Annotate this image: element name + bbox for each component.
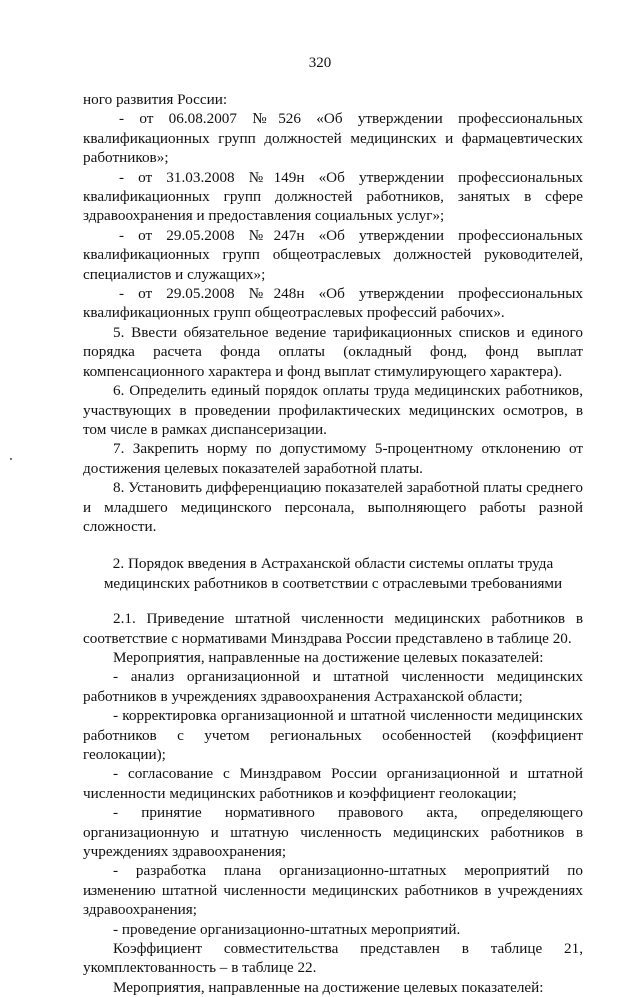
- paragraph-6: 6. Определить единый порядок оплаты труда медицинских работников, участвующих в проведении профилактических медицинских осмотров, в том числе в рамках диспансеризации.: [83, 382, 583, 438]
- paragraph-2-1: 2.1. Приведение штатной численности медицинских работников в соответствие с нормативами Минздрава России представлено в таблице 20.: [83, 610, 583, 647]
- section-heading: 2. Порядок введения в Астраханской области системы оплаты труда медицинских работников в соответствии с отраслевыми требованиями: [103, 555, 563, 592]
- measure-item: - корректировка организационной и штатной численности медицинских работников с учетом региональных особенностей (коэффициент геолокации);: [83, 707, 583, 763]
- measure-item: - разработка плана организационно-штатных мероприятий по изменению штатной численности медицинских работников в учреждениях здравоохранения;: [83, 862, 583, 919]
- scan-speck: [10, 458, 12, 460]
- measures-intro-2: Мероприятия, направленные на достижение целевых показателей:: [113, 978, 544, 996]
- paragraph-8: 8. Установить дифференциацию показателей заработной платы среднего и младшего медицинского персонала, выполняющего работы разной сложности.: [83, 479, 583, 535]
- order-item-526: - от 06.08.2007 №526 «Об утверждении профессиональных квалификационных групп должностей медицинских и фармацевтических работников»;: [83, 110, 583, 167]
- coefficient-paragraph: Коэффициент совместительства представлен в таблице 21, укомплектованность – в таблице 22.: [83, 940, 583, 977]
- order-item-248n: - от 29.05.2008 №248н «Об утверждении профессиональных квалификационных групп общеотраслевых профессий рабочих».: [83, 285, 583, 322]
- paragraph-7: 7. Закрепить норму по допустимому 5-процентному отклонению от достижения целевых показателей заработной платы.: [83, 440, 583, 477]
- measure-item: - принятие нормативного правового акта, определяющего организационную и штатную численность медицинских работников в учреждениях здравоохранения;: [83, 804, 583, 861]
- measure-item: - согласование с Минздравом России организационной и штатной численности медицинских работников и коэффициент геолокации;: [83, 765, 583, 802]
- order-item-247n: - от 29.05.2008 №247н «Об утверждении профессиональных квалификационных групп общеотраслевых должностей руководителей, специалистов и служащих»;: [83, 226, 583, 283]
- measure-item: - проведение организационно-штатных мероприятий.: [113, 920, 461, 938]
- paragraph-5: 5. Ввести обязательное ведение тарификационных списков и единого порядка расчета фонда оплаты (окладный фонд, фонд выплат компенсационного характера и фонд выплат стимулирующего характера).: [83, 323, 583, 380]
- measures-intro: Мероприятия, направленные на достижение целевых показателей:: [113, 648, 544, 666]
- page-number: 320: [308, 55, 332, 71]
- paragraph-continuation: ного развития России:: [83, 91, 228, 108]
- measure-item: - анализ организационной и штатной численности медицинских работников в учреждениях здравоохранения Астраханской области;: [83, 668, 583, 705]
- document-body: [83, 90, 583, 997]
- order-item-149n: - от 31.03.2008 №149н «Об утверждении профессиональных квалификационных групп должностей работников, занятых в сфере здравоохранения и предоставления социальных услуг»;: [83, 168, 583, 225]
